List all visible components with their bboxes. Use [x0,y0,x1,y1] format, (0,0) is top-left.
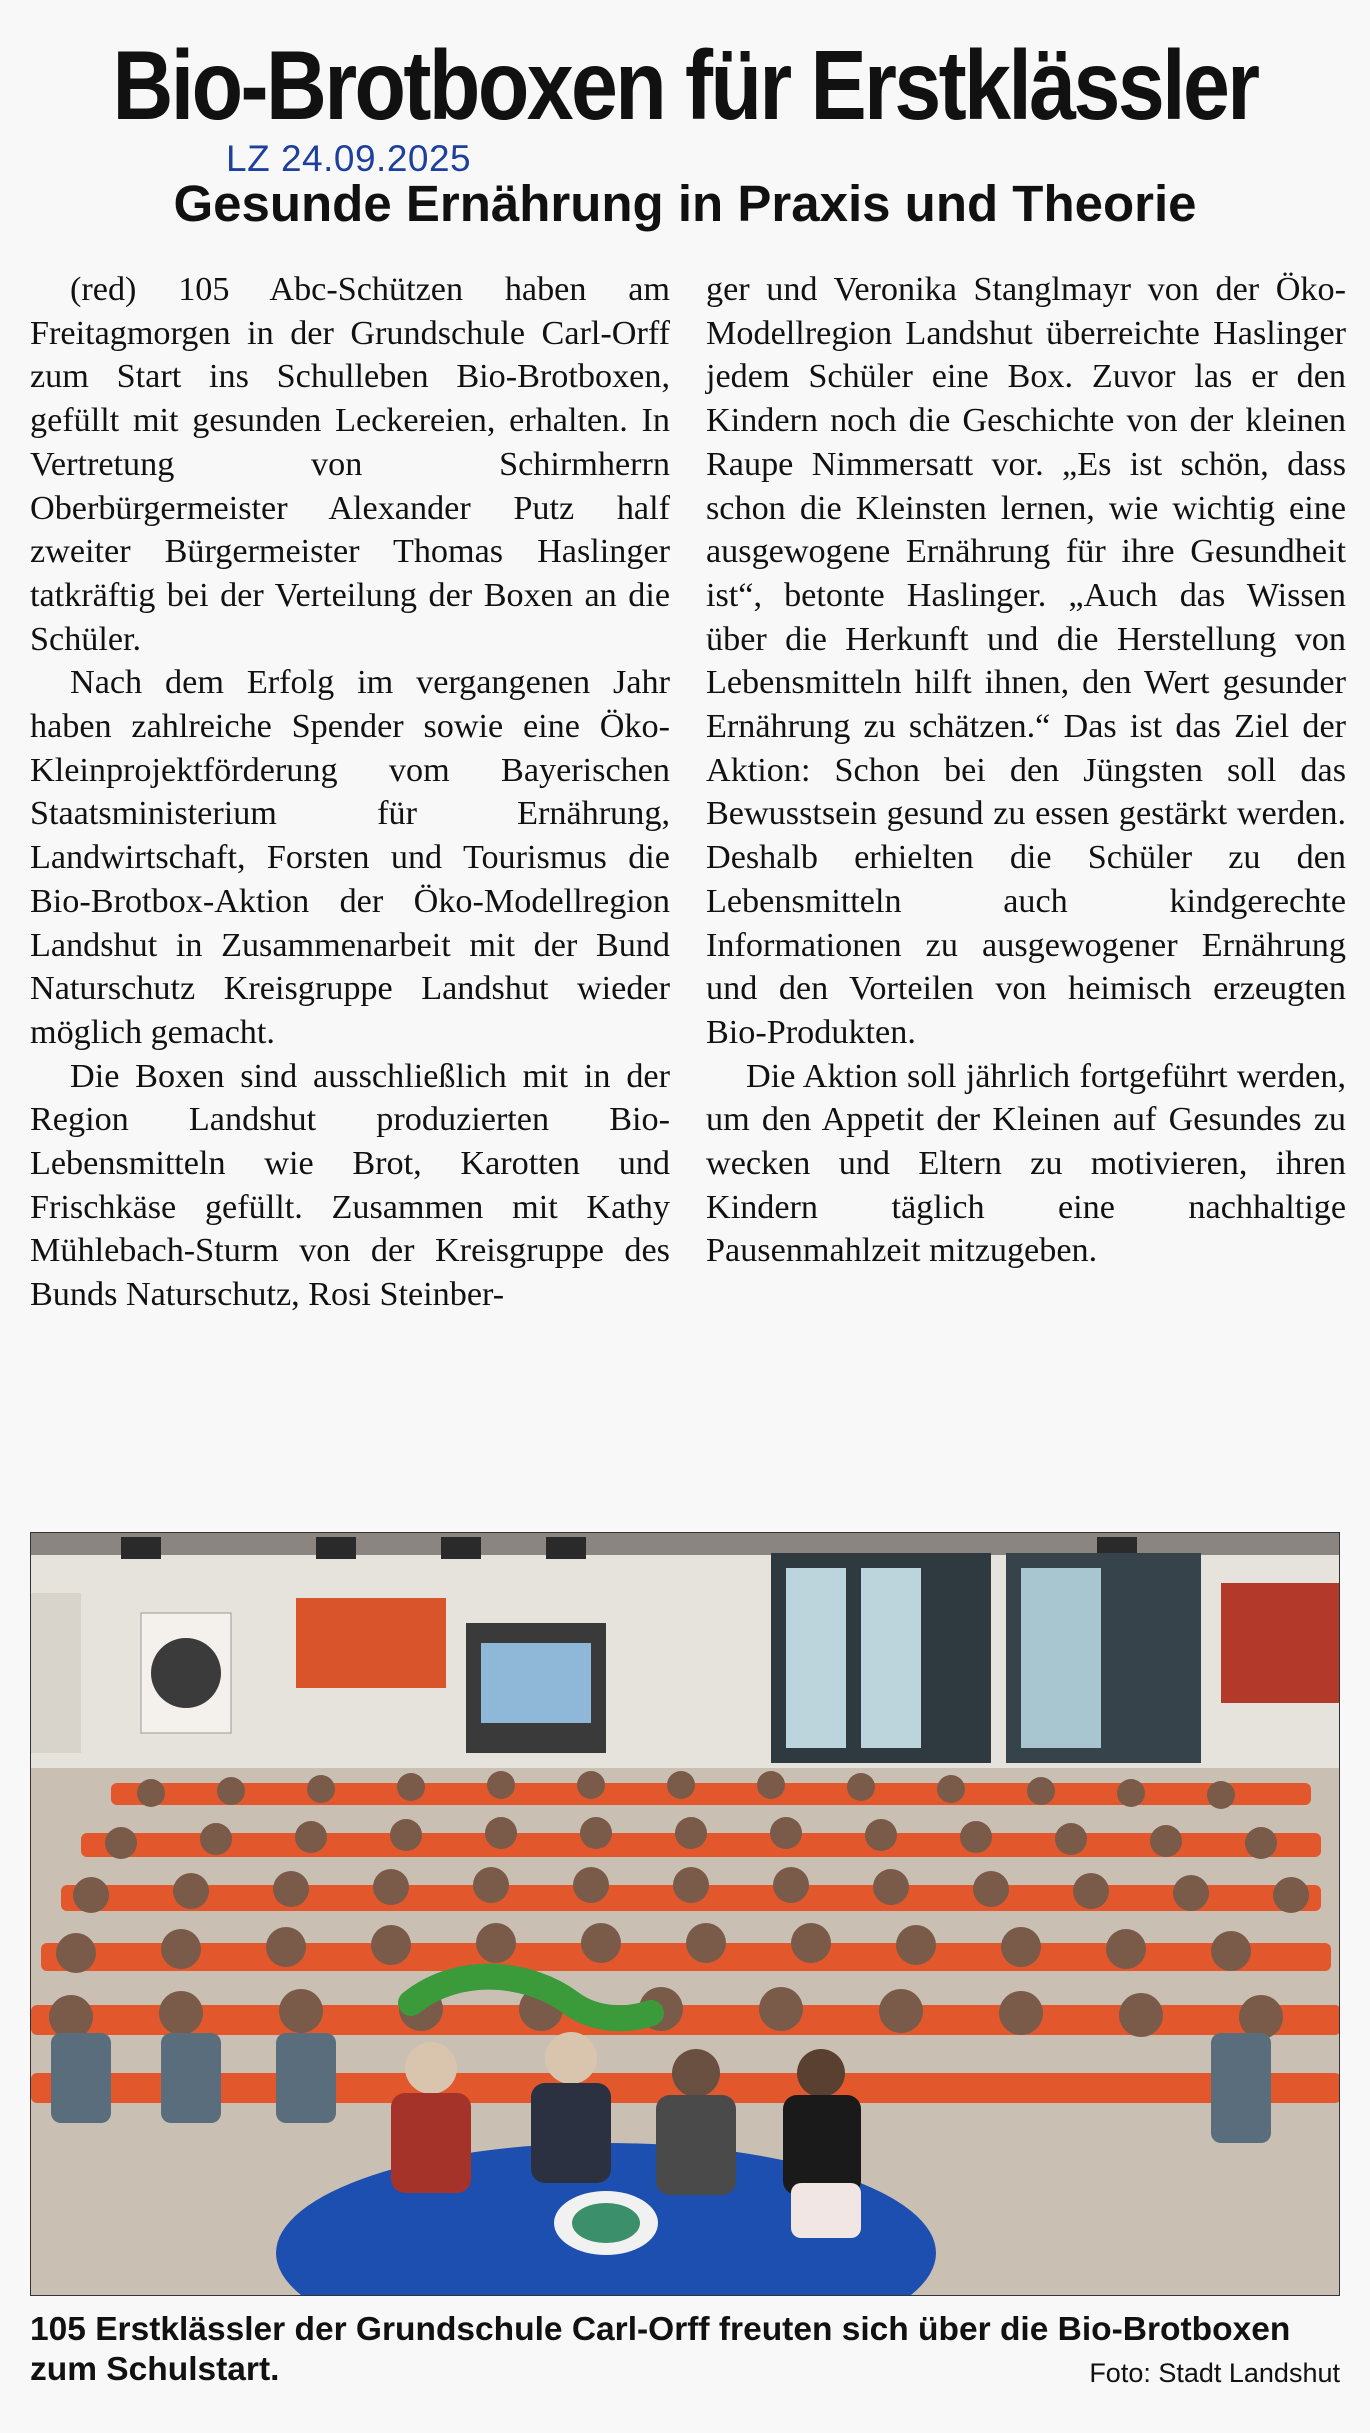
article-subtitle: Gesunde Ernährung in Praxis und Theorie [173,175,1197,232]
article-photo [30,1532,1340,2296]
article-title: Bio-Brotboxen für Erstklässler [112,30,1258,140]
paragraph: Nach dem Erfolg im vergangenen Jahr haben zahlreiche Spender sowie eine Öko-Kleinprojektförderung vom Bayerischen Staatsministerium für Ernährung, Landwirtschaft, Forsten und Tourismus die Bio-Brotbox-Aktion der Öko-Modellregion Landshut in Zusammenarbeit mit der Bund Naturschutz Kreisgruppe Landshut wieder möglich gemacht. [30,664,670,1051]
article-column-right [706,268,1346,1273]
article-column-left [30,268,670,1317]
paragraph: Die Boxen sind ausschließlich mit in der Region Landshut produzierten Bio-Lebensmitteln wie Brot, Karotten und Frischkäse gefüllt. Zusammen mit Kathy Mühlebach-Sturm von der Kreisgruppe des Bunds Naturschutz, Rosi Steinber- [30,1057,670,1314]
photo-caption: 105 Erstklässler der Grundschule Carl-Orff freuten sich über die Bio-Brotboxen zum Schulstart. [30,2311,1291,2388]
paragraph: (red) 105 Abc-Schützen haben am Freitagmorgen in der Grundschule Carl-Orff zum Start ins Schulleben Bio-Brotboxen, gefüllt mit gesunden Leckereien, erhalten. In Vertretung von Schirmherrn Oberbürgermeister Alexander Putz half zweiter Bürgermeister Thomas Haslinger tatkräftig bei der Verteilung der Boxen an die Schüler. [30,271,670,658]
group-photo-illustration [31,1533,1340,2296]
paragraph: ger und Veronika Stanglmayr von der Öko-Modellregion Landshut überreichte Haslinger jedem Schüler eine Box. Zuvor las er den Kindern noch die Geschichte von der kleinen Raupe Nimmersatt vor. „Es ist schön, dass schon die Kleinsten lernen, wie wichtig eine ausgewogene Ernährung für ihre Gesundheit ist“, betonte Haslinger. „Auch das Wissen über die Herkunft und die Herstellung von Lebensmitteln hilft ihnen, den Wert gesunder Ernährung zu schätzen.“ Das ist das Ziel der Aktion: Schon bei den Jüngsten soll das Bewusstsein gesund zu essen gestärkt werden. Deshalb erhielten die Schüler zu den Lebensmitteln auch kindgerechte Informationen zu ausgewogener Ernährung und den Vorteilen von heimisch erzeugten Bio-Produkten. [706,271,1346,1051]
paragraph: Die Aktion soll jährlich fortgeführt werden, um den Appetit der Kleinen auf Gesundes zu wecken und Eltern zu motivieren, ihren Kindern täglich eine nachhaltige Pausenmahlzeit mitzugeben. [706,1057,1346,1270]
date-stamp: LZ 24.09.2025 [226,138,472,179]
photo-credit: Foto: Stadt Landshut [1089,2358,1340,2388]
